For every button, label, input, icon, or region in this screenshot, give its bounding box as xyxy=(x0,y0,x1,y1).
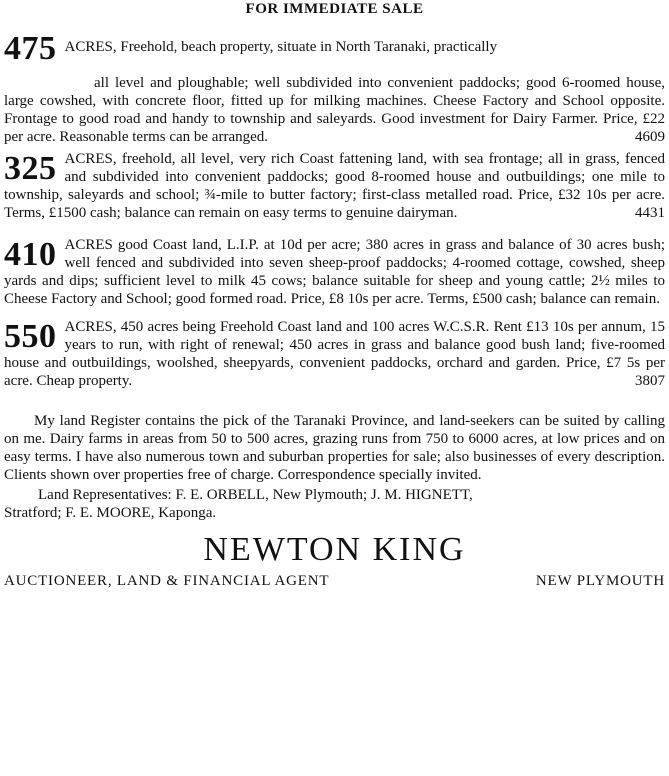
listing-acreage: 325 xyxy=(4,150,57,187)
land-register-notice xyxy=(4,412,665,484)
listing-body: all level and ploughable; well subdivided into convenient paddocks; good 6-roomed house, large cowshed, with concrete floor, fitted up for milking machines. Cheese Factory and School opposite. Frontage to good road and handy to township and saleyards. Good investment for Dairy Farmer. Price, £22 per acre. Reasonable terms can be arranged. xyxy=(4,75,665,145)
listing-acreage: 410 xyxy=(4,236,57,273)
listing-475-acres xyxy=(4,30,665,146)
listing-410-acres xyxy=(4,236,665,308)
listing-description: ACRES good Coast land, L.I.P. at 10d per acre; 380 acres in grass and balance of 30 acres bush; well fenced and subdivided into seven sheep-proof paddocks; 4-roomed cottage, cowshed, sheep yards and dips; sufficient level to milk 45 cows; balance suitable for sheep and young cattle; 2½ miles to Cheese Factory and School; good formed road. Price, £8 10s per acre. Terms, £500 cash; balance can remain. xyxy=(4,237,665,307)
listing-acreage: 550 xyxy=(4,318,57,355)
agent-location: NEW PLYMOUTH xyxy=(535,573,665,589)
listing-550-acres xyxy=(4,318,665,390)
agent-title: AUCTIONEER, LAND & FINANCIAL AGENT xyxy=(4,573,330,589)
listing-reference-number: 4431 xyxy=(635,205,665,221)
agent-footer xyxy=(4,572,665,590)
page-heading: FOR IMMEDIATE SALE xyxy=(245,1,424,17)
listing-acreage: 475 xyxy=(4,30,57,67)
listing-description: ACRES, freehold, all level, very rich Coast fattening land, with sea frontage; all in grass, fenced and subdivided into convenient paddocks; good 8-roomed house and outbuildings; one mile to township, saleyards and school; ¾-mile to butter factory; first-class metalled road. Price, £32 10s per acre. Terms, £1500 cash; balance can remain on easy terms to genuine dairyman. xyxy=(4,151,665,221)
land-register-text: My land Register contains the pick of the Taranaki Province, and land-seekers can be suited by calling on me. Dairy farms in areas from 50 to 500 acres, grazing runs from 750 to 6000 acres, at low prices and on easy terms. I have also numerous town and suburban properties for sale; also businesses of every description. Clients shown over properties free of charge. Correspondence specially invited. xyxy=(4,413,665,483)
representatives-line-1: Land Representatives: F. E. ORBELL, New Plymouth; J. M. HIGNETT, xyxy=(38,487,473,503)
listing-description: ACRES, 450 acres being Freehold Coast land and 100 acres W.C.S.R. Rent £13 10s per annum, 15 years to run, with right of renewal; 450 acres in grass and balance good bush land; five-roomed house and outbuildings, woolshed, sheepyards, convenient paddocks, orchard and garden. Price, £7 5s per acre. Cheap property. xyxy=(4,319,665,389)
representatives-line-2: Stratford; F. E. MOORE, Kaponga. xyxy=(4,505,217,521)
listing-325-acres xyxy=(4,150,665,222)
agent-name: NEWTON KING xyxy=(203,531,466,568)
listing-reference-number: 3807 xyxy=(635,373,665,389)
listing-lead-line: ACRES, Freehold, beach property, situate in North Taranaki, practically xyxy=(64,39,498,55)
land-representatives xyxy=(4,486,665,522)
listing-reference-number: 4609 xyxy=(635,129,665,145)
